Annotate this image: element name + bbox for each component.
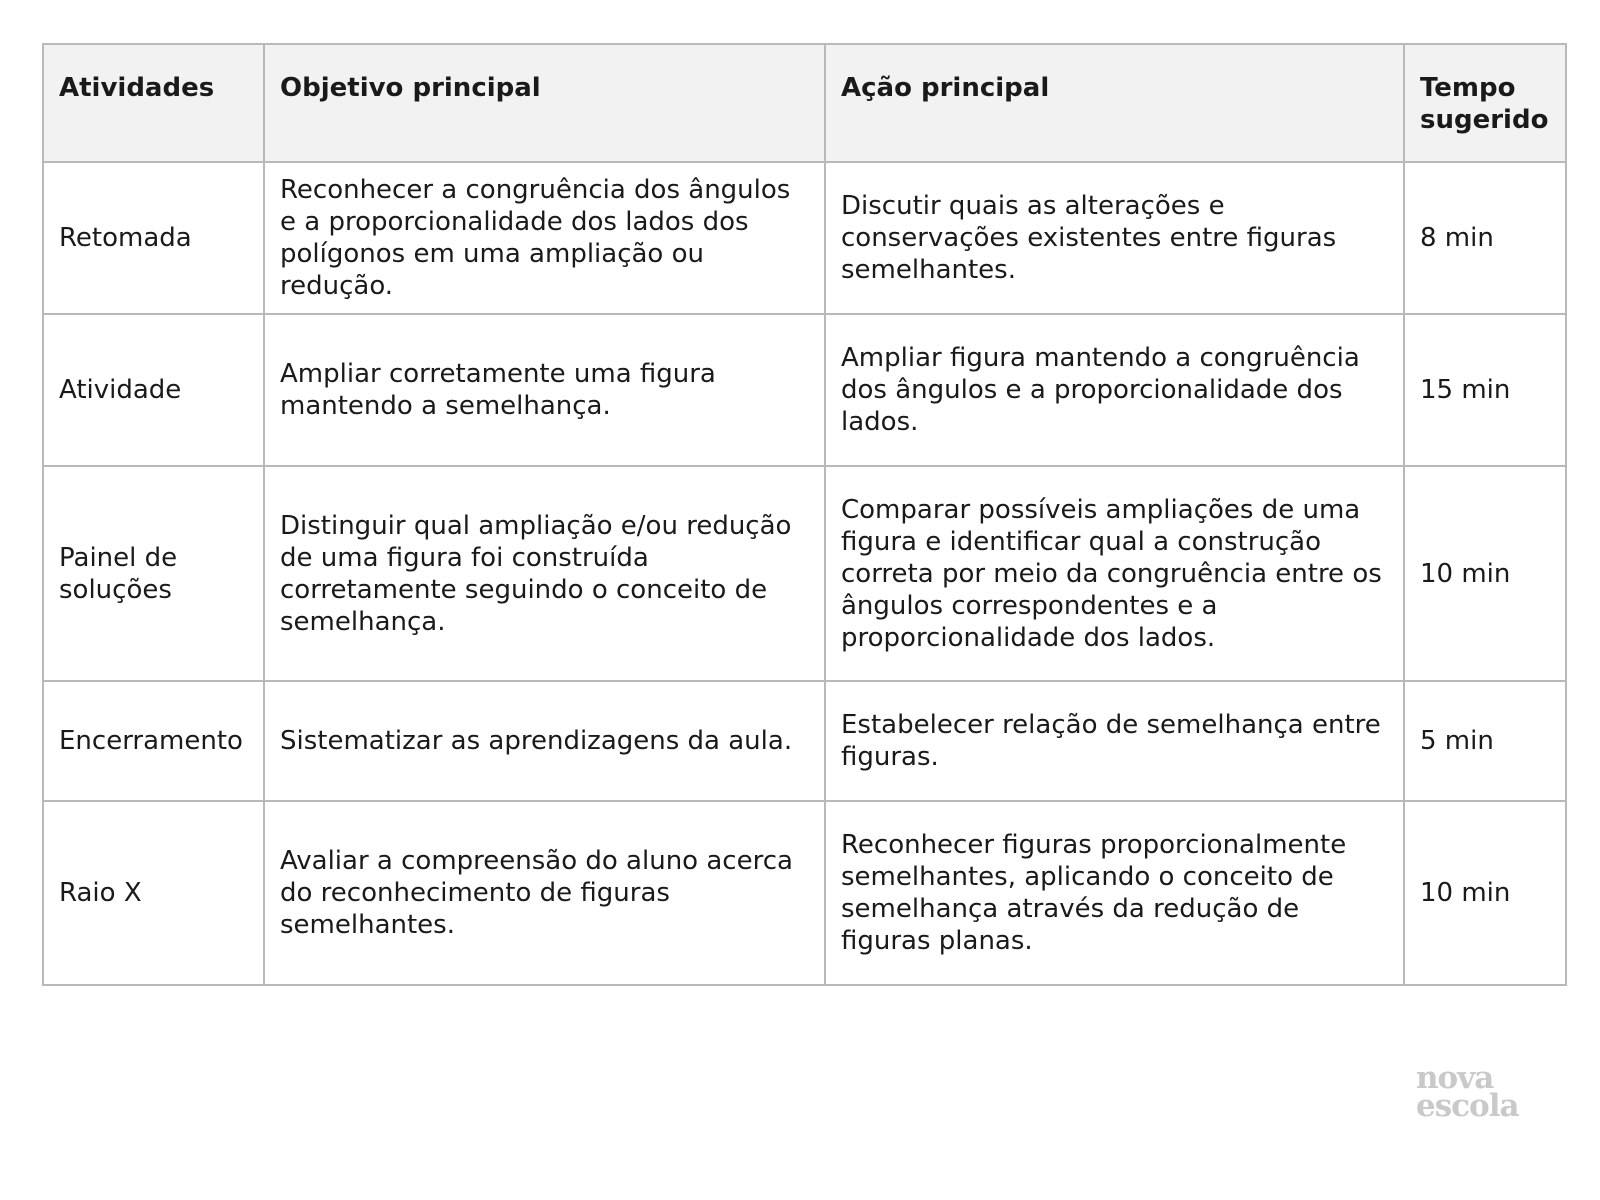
cell-activity: Raio X <box>43 801 264 985</box>
cell-objective: Avaliar a compreensão do aluno acerca do reconhecimento de figuras semelhantes. <box>264 801 825 985</box>
header-action: Ação principal <box>825 44 1404 162</box>
cell-activity: Atividade <box>43 314 264 466</box>
cell-time: 5 min <box>1404 681 1566 801</box>
cell-time: 15 min <box>1404 314 1566 466</box>
header-time: Tempo sugerido <box>1404 44 1566 162</box>
cell-activity: Painel de soluções <box>43 466 264 681</box>
cell-activity: Retomada <box>43 162 264 314</box>
cell-time: 8 min <box>1404 162 1566 314</box>
table-row <box>43 801 1566 985</box>
cell-time: 10 min <box>1404 801 1566 985</box>
logo-line-nova: nova <box>1416 1060 1494 1096</box>
table-row <box>43 681 1566 801</box>
cell-action: Discutir quais as alterações e conservações existentes entre figuras semelhantes. <box>825 162 1404 314</box>
cell-action: Reconhecer figuras proporcionalmente semelhantes, aplicando o conceito de semelhança através da redução de figuras planas. <box>825 801 1404 985</box>
table-row <box>43 466 1566 681</box>
cell-time: 10 min <box>1404 466 1566 681</box>
header-objective: Objetivo principal <box>264 44 825 162</box>
table-row <box>43 314 1566 466</box>
logo-line-escola: escola <box>1416 1088 1519 1124</box>
cell-objective: Distinguir qual ampliação e/ou redução de uma figura foi construída corretamente seguindo o conceito de semelhança. <box>264 466 825 681</box>
header-activities: Atividades <box>43 44 264 162</box>
cell-action: Ampliar figura mantendo a congruência dos ângulos e a proporcionalidade dos lados. <box>825 314 1404 466</box>
cell-objective: Reconhecer a congruência dos ângulos e a proporcionalidade dos lados dos polígonos em uma ampliação ou redução. <box>264 162 825 314</box>
cell-action: Estabelecer relação de semelhança entre figuras. <box>825 681 1404 801</box>
cell-activity: Encerramento <box>43 681 264 801</box>
table-row <box>43 162 1566 314</box>
cell-objective: Sistematizar as aprendizagens da aula. <box>264 681 825 801</box>
cell-action: Comparar possíveis ampliações de uma figura e identificar qual a construção correta por meio da congruência entre os ângulos correspondentes e a proporcionalidade dos lados. <box>825 466 1404 681</box>
cell-objective: Ampliar corretamente uma figura mantendo a semelhança. <box>264 314 825 466</box>
nova-escola-logo <box>1416 1060 1536 1124</box>
lesson-plan-table <box>42 43 1567 986</box>
table-header-row <box>43 44 1566 162</box>
